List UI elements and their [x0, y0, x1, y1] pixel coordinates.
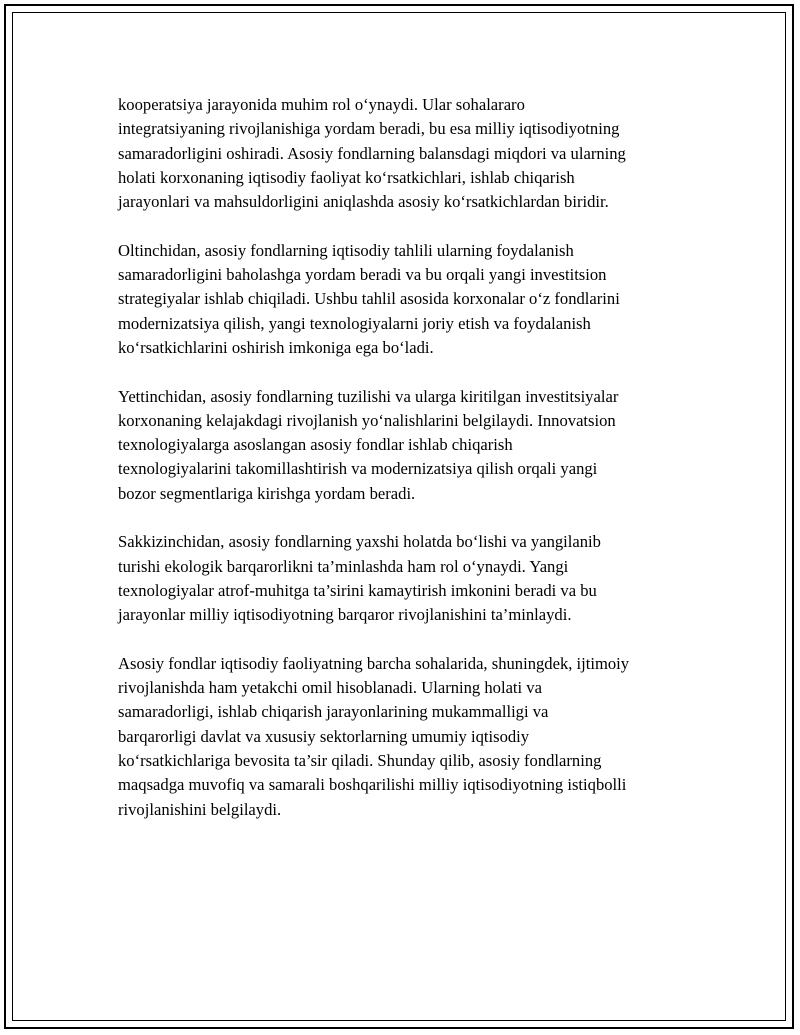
text-line: maqsadga muvofiq va samarali boshqarilishi milliy iqtisodiyotning istiqbolli — [118, 775, 627, 795]
text-line: Yettinchidan, asosiy fondlarning tuzilishi va ularga kiritilgan investitsiyalar — [118, 386, 619, 406]
text-line: Oltinchidan, asosiy fondlarning iqtisodiy tahlili ularning foydalanish — [118, 240, 574, 260]
text-line: korxonaning kelajakdagi rivojlanish yo‘nalishlarini belgilaydi. Innovatsion — [118, 410, 616, 430]
text-line: turishi ekologik barqarorlikni ta’minlashda ham rol o‘ynaydi. Yangi — [118, 556, 569, 576]
text-line: ko‘rsatkichlariga bevosita ta’sir qiladi. Shunday qilib, asosiy fondlarning — [118, 751, 602, 771]
text-line: samaradorligini baholashga yordam beradi va bu orqali yangi investitsion — [118, 265, 607, 285]
text-line: texnologiyalarini takomillashtirish va modernizatsiya qilish orqali yangi — [118, 459, 598, 479]
text-line: integratsiyaning rivojlanishiga yordam beradi, bu esa milliy iqtisodiyotning — [118, 119, 620, 139]
text-line: rivojlanishini belgilaydi. — [118, 799, 282, 819]
document-body — [118, 93, 703, 846]
text-line: barqarorligi davlat va xususiy sektorlarning umumiy iqtisodiy — [118, 726, 530, 746]
text-line: texnologiyalar atrof-muhitga ta’sirini kamaytirish imkonini beradi va bu — [118, 580, 597, 600]
text-line: samaradorligi, ishlab chiqarish jarayonlarining mukammalligi va — [118, 702, 549, 722]
text-line: rivojlanishda ham yetakchi omil hisoblanadi. Ularning holati va — [118, 678, 542, 698]
text-line: jarayonlari va mahsuldorligini aniqlashda asosiy ko‘rsatkichlardan biridir. — [118, 192, 609, 212]
paragraph — [118, 93, 703, 214]
text-line: texnologiyalarga asoslangan asosiy fondlar ishlab chiqarish — [118, 435, 513, 455]
paragraph — [118, 530, 703, 627]
paragraph — [118, 239, 703, 360]
text-line: kooperatsiya jarayonida muhim rol o‘ynaydi. Ular sohalararo — [118, 95, 525, 114]
text-line: samaradorligini oshiradi. Asosiy fondlarning balansdagi miqdori va ularning — [118, 143, 626, 163]
paragraph — [118, 652, 703, 822]
text-line: bozor segmentlariga kirishga yordam beradi. — [118, 483, 416, 503]
text-line: strategiyalar ishlab chiqiladi. Ushbu tahlil asosida korxonalar o‘z fondlarini — [118, 289, 620, 309]
text-line: ko‘rsatkichlarini oshirish imkoniga ega bo‘ladi. — [118, 337, 434, 357]
paragraph — [118, 385, 703, 506]
text-line: Asosiy fondlar iqtisodiy faoliyatning barcha sohalarida, shuningdek, ijtimoiy — [118, 653, 630, 673]
text-line: modernizatsiya qilish, yangi texnologiyalarni joriy etish va foydalanish — [118, 313, 591, 333]
text-line: Sakkizinchidan, asosiy fondlarning yaxshi holatda bo‘lishi va yangilanib — [118, 532, 601, 552]
text-line: holati korxonaning iqtisodiy faoliyat ko‘rsatkichlari, ishlab chiqarish — [118, 167, 575, 187]
text-line: jarayonlar milliy iqtisodiyotning barqaror rivojlanishini ta’minlaydi. — [118, 605, 572, 625]
